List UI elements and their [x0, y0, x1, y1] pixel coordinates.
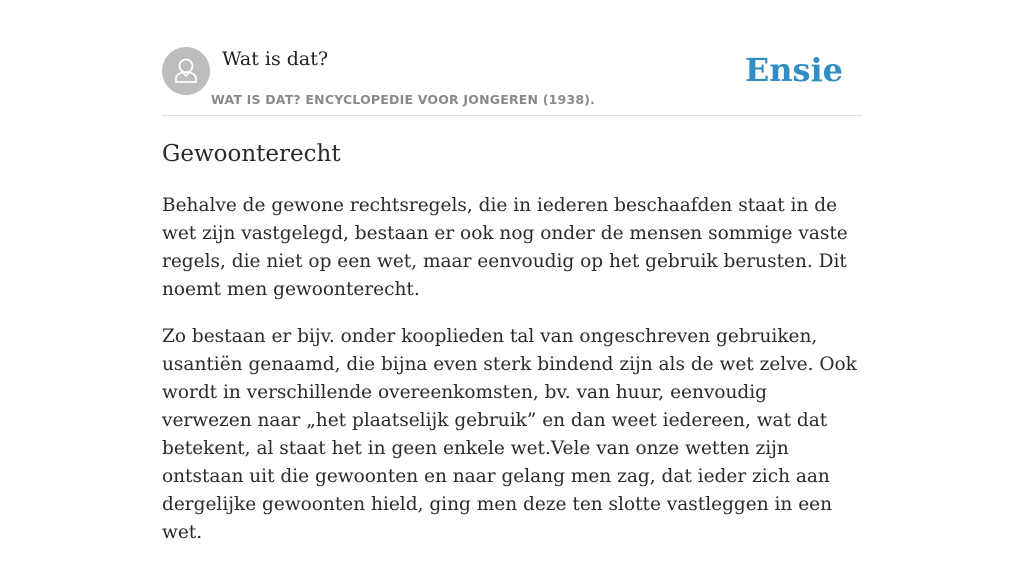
source-title[interactable]: Wat is dat?	[222, 48, 329, 70]
article-body	[162, 192, 862, 566]
article-title: Gewoonterecht	[162, 141, 341, 167]
article-paragraph: Behalve de gewone rechtsregels, die in iederen beschaafden staat in de wet zijn vastgelegd, bestaan er ook nog onder de mensen sommige vaste regels, die niet op een wet, maar eenvoudig op het gebruik berusten. Dit noemt men gewoonterecht.	[162, 195, 848, 300]
source-subtitle: WAT IS DAT? ENCYCLOPEDIE VOOR JONGEREN (1938).	[211, 92, 596, 107]
user-icon	[162, 47, 210, 95]
brand-logo[interactable]: Ensie	[744, 51, 843, 89]
article-paragraph: Zo bestaan er bijv. onder kooplieden tal van ongeschreven gebruiken, usantiën genaamd, die bijna even sterk bindend zijn als de wet zelve. Ook wordt in verschillende overeenkomsten, bv. van huur, eenvoudig verwezen naar „het plaatselijk gebruik” en dan weet iedereen, wat dat betekent, al staat het in geen enkele wet.Vele van onze wetten zijn ontstaan uit die gewoonten en naar gelang men zag, dat ieder zich aan dergelijke gewoonten hield, ging men deze ten slotte vastleggen in een wet.	[162, 326, 857, 543]
source-header	[162, 47, 862, 116]
avatar[interactable]	[162, 47, 210, 95]
